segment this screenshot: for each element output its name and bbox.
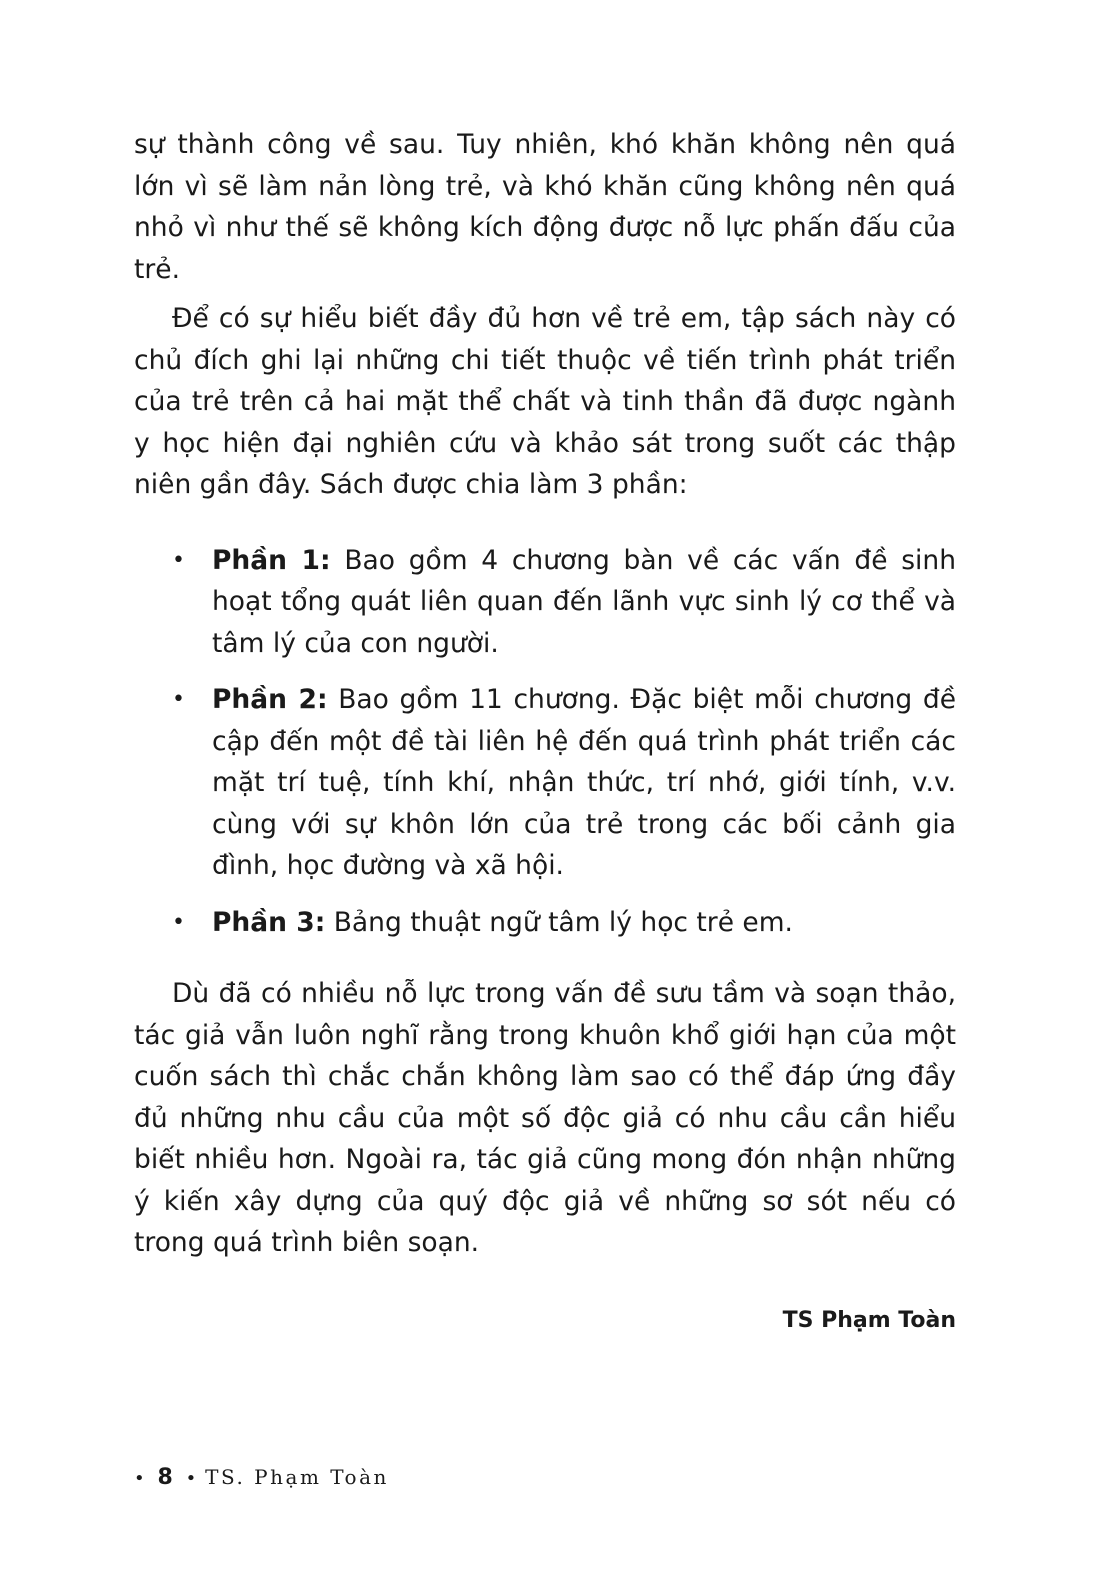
part-description: Bao gồm 11 chương. Đặc biệt mỗi chương đề cập đến một đề tài liên hệ đến quá trình phát triển các mặt trí tuệ, tính khí, nhận thức, trí nhớ, giới tính, v.v. cùng với sự khôn lớn của trẻ trong các bối cảnh gia đình, học đường và xã hội. bbox=[212, 684, 956, 881]
paragraph-book-purpose: Để có sự hiểu biết đầy đủ hơn về trẻ em, tập sách này có chủ đích ghi lại những chi tiết thuộc về tiến trình phát triển của trẻ trên cả hai mặt thể chất và tinh thần đã được ngành y học hiện đại nghiên cứu và khảo sát trong suốt các thập niên gần đây. Sách được chia làm 3 phần: bbox=[134, 303, 956, 500]
part-label: Phần 1: bbox=[212, 544, 331, 576]
paragraph-closing: Dù đã có nhiều nỗ lực trong vấn đề sưu tầm và soạn thảo, tác giả vẫn luôn nghĩ rằng trong khuôn khổ giới hạn của một cuốn sách thì chắc chắn không làm sao có thể đáp ứng đầy đủ những nhu cầu của một số độc giả có nhu cầu cần hiểu biết nhiều hơn. Ngoài ra, tác giả cũng mong đón nhận những ý kiến xây dựng của quý độc giả về những sơ sót nếu có trong quá trình biên soạn. bbox=[134, 978, 956, 1258]
list-item-part-3 bbox=[134, 902, 956, 944]
paragraph-intro-continuation: sự thành công về sau. Tuy nhiên, khó khăn không nên quá lớn vì sẽ làm nản lòng trẻ, và khó khăn cũng không nên quá nhỏ vì như thế sẽ không kích động được nỗ lực phấn đấu của trẻ. bbox=[134, 129, 956, 285]
list-item-part-2 bbox=[134, 679, 956, 887]
bullet-icon: • bbox=[172, 547, 185, 573]
part-description: Bao gồm 4 chương bàn về các vấn đề sinh hoạt tổng quát liên quan đến lãnh vực sinh lý cơ thể và tâm lý của con người. bbox=[212, 544, 956, 659]
bullet-icon: • bbox=[172, 909, 185, 935]
footer-author: TS. Phạm Toàn bbox=[205, 1465, 389, 1489]
list-item-part-1 bbox=[134, 540, 956, 665]
part-description: Bảng thuật ngữ tâm lý học trẻ em. bbox=[325, 906, 793, 938]
book-parts-list bbox=[134, 540, 956, 944]
page-number: 8 bbox=[157, 1465, 173, 1490]
page-footer bbox=[134, 1465, 389, 1490]
part-label: Phần 3: bbox=[212, 906, 326, 938]
part-label: Phần 2: bbox=[212, 684, 328, 715]
footer-dot-right: • bbox=[185, 1468, 197, 1489]
page-content bbox=[134, 124, 956, 1333]
author-signature: TS Phạm Toàn bbox=[782, 1307, 956, 1333]
footer-dot-left: • bbox=[134, 1468, 145, 1489]
bullet-icon: • bbox=[172, 687, 185, 712]
